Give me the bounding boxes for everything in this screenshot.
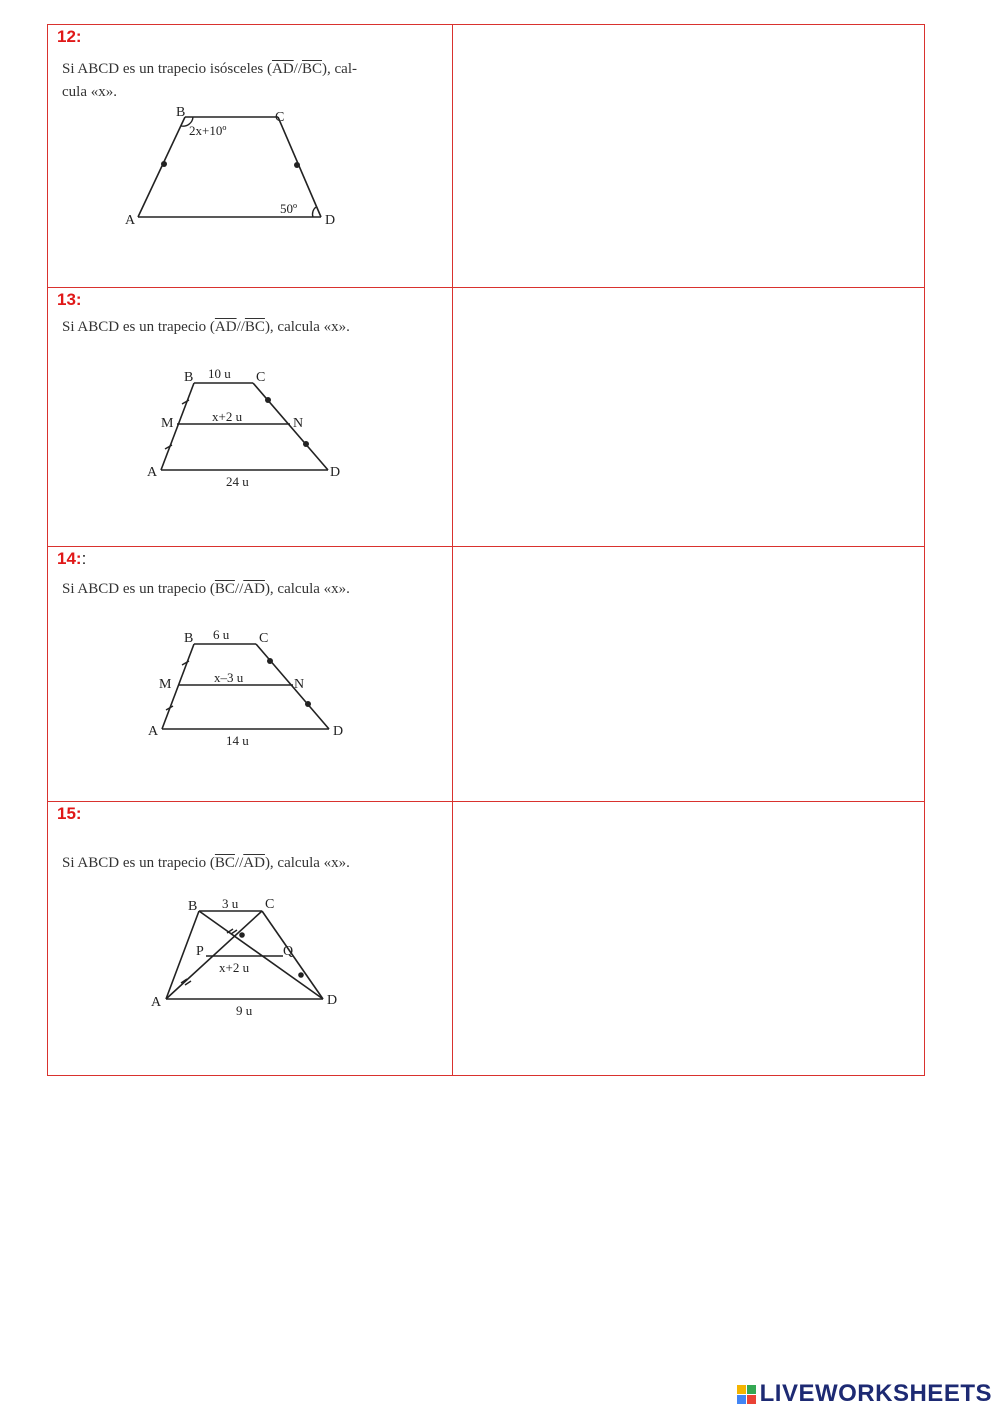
vertex-label-d: D [333, 724, 344, 739]
logo-text: LIVEWORKSHEETS [759, 1380, 992, 1407]
vertex-label-q: Q [283, 944, 294, 959]
liveworksheets-logo-icon [737, 1385, 756, 1404]
problem-row-15 [48, 802, 924, 1075]
vertex-label-a: A [148, 724, 159, 739]
tick-mark [305, 701, 311, 707]
tick-mark [265, 397, 271, 403]
vertex-label-d: D [330, 465, 341, 480]
base-label-bottom: 24 u [226, 474, 249, 489]
problem-statement: Si ABCD es un trapecio $(\overline{AD}//\overline{BC})$, calcula «x». [62, 319, 350, 335]
problem-number: 14:: [57, 549, 87, 568]
base-label-bottom: 9 u [236, 1003, 253, 1018]
trapezoid-figure-13 [138, 363, 368, 493]
liveworksheets-logo [737, 1381, 992, 1407]
diagonal-bd [199, 911, 323, 999]
tick-mark [239, 932, 245, 938]
midsegment-label: x–3 u [214, 670, 244, 685]
problem-row-13 [48, 288, 924, 547]
vertex-label-c: C [259, 631, 269, 646]
problem-row-12 [48, 25, 924, 288]
vertex-label-d: D [327, 993, 338, 1008]
diagonal-ca [166, 911, 262, 999]
vertex-label-b: B [188, 899, 198, 914]
answer-area-14[interactable] [453, 547, 924, 801]
exercise-table [47, 24, 925, 1076]
vertex-label-b: B [184, 370, 194, 385]
problem-cell-15 [48, 802, 453, 1075]
vertex-label-b: B [184, 631, 194, 646]
trapezoid-figure-12 [118, 107, 348, 232]
base-label-top: 10 u [208, 366, 231, 381]
answer-area-15[interactable] [453, 802, 924, 1075]
vertex-label-c: C [275, 110, 285, 125]
vertex-label-p: P [196, 944, 204, 959]
tick-mark [298, 972, 304, 978]
trapezoid-figure-15 [138, 897, 368, 1027]
vertex-label-n: N [293, 416, 304, 431]
problem-row-14 [48, 547, 924, 802]
base-label-top: 6 u [213, 627, 230, 642]
problem-statement: Si ABCD es un trapecio $(\overline{BC}//\overline{AD})$, calcula «x». [62, 581, 350, 597]
vertex-label-m: M [159, 677, 172, 692]
problem-cell-12 [48, 25, 453, 287]
side-ab [166, 911, 199, 999]
vertex-label-a: A [147, 465, 158, 480]
angle-label-top: 2x+10º [189, 123, 227, 138]
vertex-label-b: B [176, 107, 186, 120]
side-cd [256, 644, 329, 729]
problem-cell-14 [48, 547, 453, 801]
problem-cell-13 [48, 288, 453, 546]
problem-number: 13: [57, 290, 82, 309]
base-label-bottom: 14 u [226, 733, 249, 748]
problem-statement: Si ABCD es un trapecio isósceles $(\overline{AD}//\overline{BC})$, cal- cula «x». [62, 61, 357, 100]
problem-statement: Si ABCD es un trapecio $(\overline{BC}//\overline{AD})$, calcula «x». [62, 855, 350, 871]
vertex-label-m: M [161, 416, 174, 431]
side-cd [253, 383, 328, 470]
base-label-top: 3 u [222, 897, 239, 911]
vertex-label-d: D [325, 213, 336, 228]
midsegment-label: x+2 u [212, 409, 243, 424]
tick-mark [161, 161, 167, 167]
tick-mark [294, 162, 300, 168]
tick-mark [303, 441, 309, 447]
problem-number: 15: [57, 804, 82, 823]
side-ab [138, 117, 185, 217]
angle-label-bottom: 50º [280, 201, 298, 216]
trapezoid-figure-14 [138, 622, 368, 752]
answer-area-12[interactable] [453, 25, 924, 287]
problem-number: 12: [57, 27, 82, 46]
vertex-label-c: C [256, 370, 266, 385]
vertex-label-c: C [265, 897, 275, 912]
segment-label: x+2 u [219, 960, 250, 975]
vertex-label-n: N [294, 677, 305, 692]
angle-arc [313, 207, 316, 217]
answer-area-13[interactable] [453, 288, 924, 546]
vertex-label-a: A [125, 213, 136, 228]
tick-mark [267, 658, 273, 664]
vertex-label-a: A [151, 995, 162, 1010]
tick-mark [231, 930, 237, 934]
